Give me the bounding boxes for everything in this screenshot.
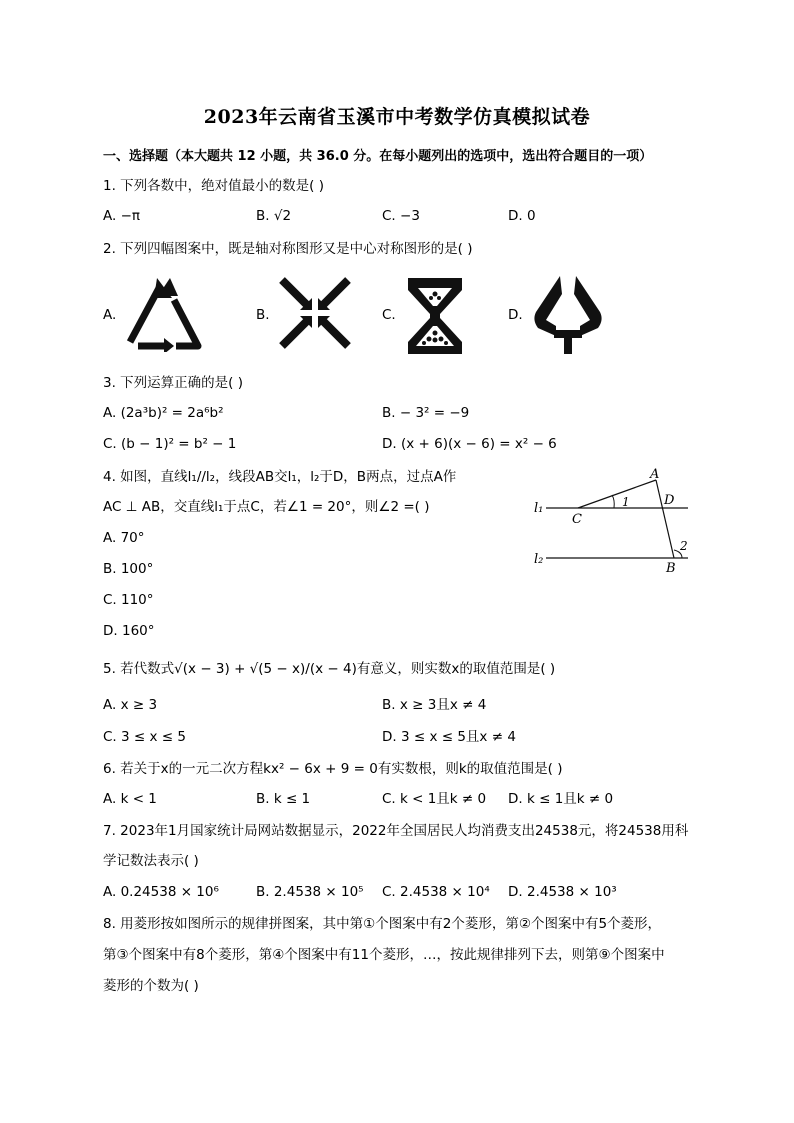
q4-option-c: C. 110° [103, 592, 154, 608]
q3-option-d: D. (x + 6)(x − 6) = x² − 6 [382, 436, 557, 452]
q1-option-b: B. √2 [256, 208, 292, 224]
recycle-triangle-figure [124, 276, 206, 352]
q4-stem-line2: AC ⊥ AB，交直线l₁于点C，若∠1 = 20°，则∠2 =( ) [103, 499, 430, 515]
q6-option-b: B. k ≤ 1 [256, 791, 311, 807]
q1-option-c: C. −3 [382, 208, 420, 224]
cross-arrows-figure [278, 276, 352, 350]
q4-option-a: A. 70° [103, 530, 145, 546]
arrow-shield-figure [532, 272, 604, 356]
label-angle-1: 1 [622, 495, 630, 509]
q6-option-d: D. k ≤ 1且k ≠ 0 [508, 791, 614, 807]
q6-option-a: A. k < 1 [103, 791, 157, 807]
q4-option-d: D. 160° [103, 623, 155, 639]
q1-option-a: A. −π [103, 208, 141, 224]
q1-option-d: D. 0 [508, 208, 536, 224]
label-c: C [572, 512, 582, 527]
q2-option-c: C. [382, 307, 396, 323]
q2-stem: 2. 下列四幅图案中，既是轴对称图形又是中心对称图形的是( ) [103, 241, 473, 257]
q8-stem-line1: 8. 用菱形按如图所示的规律拼图案，其中第①个图案中有2个菱形，第②个图案中有5个菱形， [103, 916, 662, 932]
q5-option-c: C. 3 ≤ x ≤ 5 [103, 729, 186, 745]
q1-stem: 1. 下列各数中，绝对值最小的数是( ) [103, 178, 324, 194]
page-title: 2023年云南省玉溪市中考数学仿真模拟试卷 [203, 106, 591, 128]
q4-option-b: B. 100° [103, 561, 154, 577]
q7-stem-line1: 7. 2023年1月国家统计局网站数据显示，2022年全国居民人均消费支出24538元，将24538用科 [103, 823, 689, 839]
q8-stem-line3: 菱形的个数为( ) [103, 978, 199, 994]
q7-option-c: C. 2.4538 × 10⁴ [382, 884, 490, 900]
q5-stem: 5. 若代数式√(x − 3) + √(5 − x)/(x − 4)有意义，则实数x的取值范围是( ) [103, 661, 556, 677]
q8-stem-line2: 第③个图案中有8个菱形，第④个图案中有11个菱形，…，按此规律排列下去，则第⑨个图案中 [103, 947, 665, 963]
q6-stem: 6. 若关于x的一元二次方程kx² − 6x + 9 = 0有实数根，则k的取值范围是( ) [103, 761, 563, 777]
q3-stem: 3. 下列运算正确的是( ) [103, 375, 243, 391]
geometry-figure [528, 466, 696, 578]
q6-option-c: C. k < 1且k ≠ 0 [382, 791, 487, 807]
label-angle-2: 2 [680, 539, 688, 553]
q5-option-d: D. 3 ≤ x ≤ 5且x ≠ 4 [382, 729, 516, 745]
section-heading: 一、选择题（本大题共 12 小题，共 36.0 分。在每小题列出的选项中，选出符合题目的一项） [103, 149, 653, 164]
q3-option-a: A. (2a³b)² = 2a⁶b² [103, 405, 224, 421]
q2-option-b: B. [256, 307, 270, 323]
q7-option-b: B. 2.4538 × 10⁵ [256, 884, 364, 900]
q7-option-d: D. 2.4538 × 10³ [508, 884, 617, 900]
label-l1: l₁ [534, 501, 544, 516]
q5-option-b: B. x ≥ 3且x ≠ 4 [382, 697, 487, 713]
q4-stem-line1: 4. 如图，直线l₁//l₂，线段AB交l₁，l₂于D，B两点，过点A作 [103, 469, 457, 485]
label-a: A [650, 467, 660, 482]
label-d: D [664, 493, 675, 508]
q2-option-a: A. [103, 307, 117, 323]
q7-stem-line2: 学记数法表示( ) [103, 853, 199, 869]
q3-option-c: C. (b − 1)² = b² − 1 [103, 436, 237, 452]
label-b: B [666, 561, 676, 576]
q7-option-a: A. 0.24538 × 10⁶ [103, 884, 219, 900]
hourglass-figure [404, 276, 466, 356]
q2-option-d: D. [508, 307, 523, 323]
q3-option-b: B. − 3² = −9 [382, 405, 470, 421]
q5-option-a: A. x ≥ 3 [103, 697, 158, 713]
label-l2: l₂ [534, 552, 544, 567]
